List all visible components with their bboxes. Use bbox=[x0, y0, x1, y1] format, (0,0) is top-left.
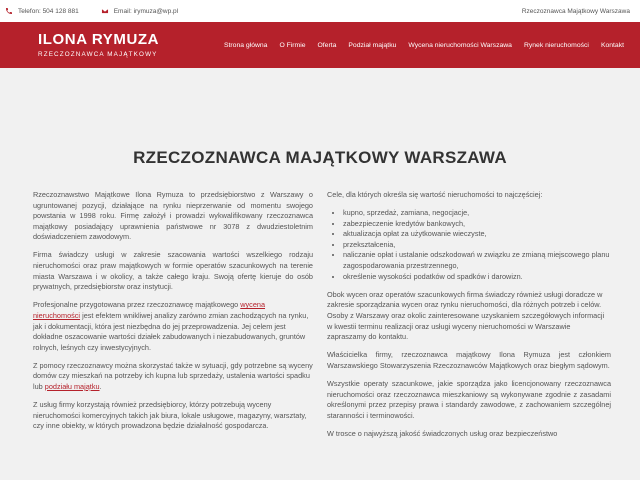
main-content bbox=[0, 68, 640, 480]
list-item: • określenie wysokości podatków od spadków i darowizn. bbox=[343, 272, 611, 283]
list-item: • kupno, sprzedaż, zamiana, negocjacje, bbox=[343, 208, 611, 219]
email-text: Email: irymuza@wp.pl bbox=[113, 7, 179, 15]
text: . bbox=[99, 382, 102, 391]
paragraph: Rzeczoznawstwo Majątkowe Ilona Rymuza to przedsiębiorstwo z Warszawy o ugruntowanej pozycji, działające na rynku nieprzerwanie od momentu swojego powstania w 1998 roku. Firmę założył i prowadzi wykwalifikowany rzeczoznawca majątkowy posiadający uprawnienia państwowe nr 3078 z dwudziestoletnim doświadczeniem zawodowym. bbox=[33, 190, 313, 242]
page-title: RZECZOZNAWCA MAJĄTKOWY WARSZAWA bbox=[133, 148, 507, 167]
brand-subtitle: RZECZOZNAWCA MAJĄTKOWY bbox=[38, 51, 158, 58]
nav-real-estate-market[interactable]: Rynek nieruchomości bbox=[523, 41, 589, 49]
valuation-link[interactable]: wycena nieruchomości bbox=[33, 300, 266, 320]
brand-name: ILONA RYMUZA bbox=[38, 31, 160, 48]
paragraph: Firma świadczy usługi w zakresie szacowania wartości wszelkiego rodzaju nieruchomości oraz praw majątkowych w formie operatów szacunkowych na terenie miasta Warszawa i w okolicy, a także całego kraju. Swoją ofertę kieruje do osób prywatnych, przedsiębiorstw oraz instytucji. bbox=[33, 250, 313, 292]
email-contact[interactable] bbox=[101, 7, 178, 15]
nav-valuation-warsaw[interactable]: Wycena nieruchomości Warszawa bbox=[408, 41, 512, 49]
paragraph: W trosce o najwyższą jakość świadczonych usług oraz bezpieczeństwo bbox=[327, 428, 558, 438]
main-nav bbox=[218, 39, 630, 52]
list-item: • naliczanie opłat i ustalanie odszkodowań w związku ze zmianą miejscowego planu zagospodarowania przestrzennego, bbox=[343, 250, 611, 271]
purposes-list bbox=[327, 208, 611, 282]
envelope-icon bbox=[101, 7, 109, 15]
paragraph bbox=[33, 361, 313, 393]
site-header bbox=[0, 22, 640, 68]
property-division-link[interactable]: podziału majątku bbox=[44, 382, 100, 391]
paragraph: Właścicielka firmy, rzeczoznawca majątkowy Ilona Rymuza jest członkiem Warszawskiego Stowarzyszenia Rzeczoznawców Majątkowych oraz biegłym sądowym. bbox=[327, 350, 611, 370]
right-column bbox=[327, 190, 611, 447]
nav-contact[interactable]: Kontakt bbox=[600, 41, 624, 49]
paragraph bbox=[33, 300, 313, 353]
nav-offer[interactable]: Oferta bbox=[317, 41, 337, 49]
text: jest efektem wnikliwej analizy zarówno zmian zachodzących na rynku, jak i dokumentacji, która jest niezbędna do jej przeprowadzenia. Jej celem jest dokładne oszacowanie wartości działek zabudowanych i niezabudowanych, gruntów rolnych, leśnych czy inwestycyjnych. bbox=[33, 310, 309, 352]
list-item: • przekształcenia, bbox=[343, 240, 611, 251]
paragraph: Wszystkie operaty szacunkowe, jakie sporządza jako licencjonowany rzeczoznawca nieruchomości oraz rzeczoznawca mieszkaniowy są wykonywane zgodnie z zasadami określonymi przez przepisy prawa i standardy zawodowe, z zachowaniem szczególnej staranności i terminowości. bbox=[327, 378, 611, 420]
top-right-link[interactable]: Rzeczoznawca Majątkowy Warszawa bbox=[521, 7, 630, 15]
paragraph: Cele, dla których określa się wartość nieruchomości to najczęściej: bbox=[327, 190, 543, 199]
phone-icon bbox=[5, 7, 13, 15]
list-item: • aktualizacja opłat za użytkowanie wieczyste, bbox=[343, 229, 611, 240]
nav-property-division[interactable]: Podział majątku bbox=[348, 41, 397, 49]
nav-about[interactable]: O Firmie bbox=[279, 41, 306, 49]
paragraph: Z usług firmy korzystają również przedsiębiorcy, którzy potrzebują wyceny nieruchomości komercyjnych takich jak biura, lokale usługowe, magazyny, warsztaty, czy inne obiekty, w których prowadzona będzie działalność gospodarcza. bbox=[33, 400, 307, 431]
phone-contact[interactable] bbox=[5, 7, 79, 15]
paragraph: Obok wycen oraz operatów szacunkowych firma świadczy również usługi doradcze w zakresie sporządzania wycen oraz rynku nieruchomości, dla różnych potrzeb i celów. Osoby z Warszawy oraz okolic zainteresowane uzyskaniem szczegółowych informacji w kwestii terminu realizacji oraz usługi wyceny nieruchomości w Warszawie zapraszamy do kontaktu. bbox=[327, 289, 605, 342]
phone-text: Telefon: 504 128 881 bbox=[18, 7, 79, 15]
text: Z pomocy rzeczoznawcy można skorzystać także w sytuacji, gdy potrzebne są wyceny domów czy mieszkań na potrzeby ich kupna lub sprzedaży, ustalenia wartości spadku lub bbox=[33, 360, 313, 391]
nav-home[interactable]: Strona główna bbox=[223, 41, 268, 49]
brand-logo[interactable] bbox=[38, 32, 159, 58]
list-item: • zabezpieczenie kredytów bankowych, bbox=[343, 219, 611, 230]
left-column bbox=[33, 190, 313, 439]
text: Profesjonalne przygotowana przez rzeczoznawcę majątkowego bbox=[33, 300, 241, 310]
top-bar bbox=[0, 0, 640, 22]
